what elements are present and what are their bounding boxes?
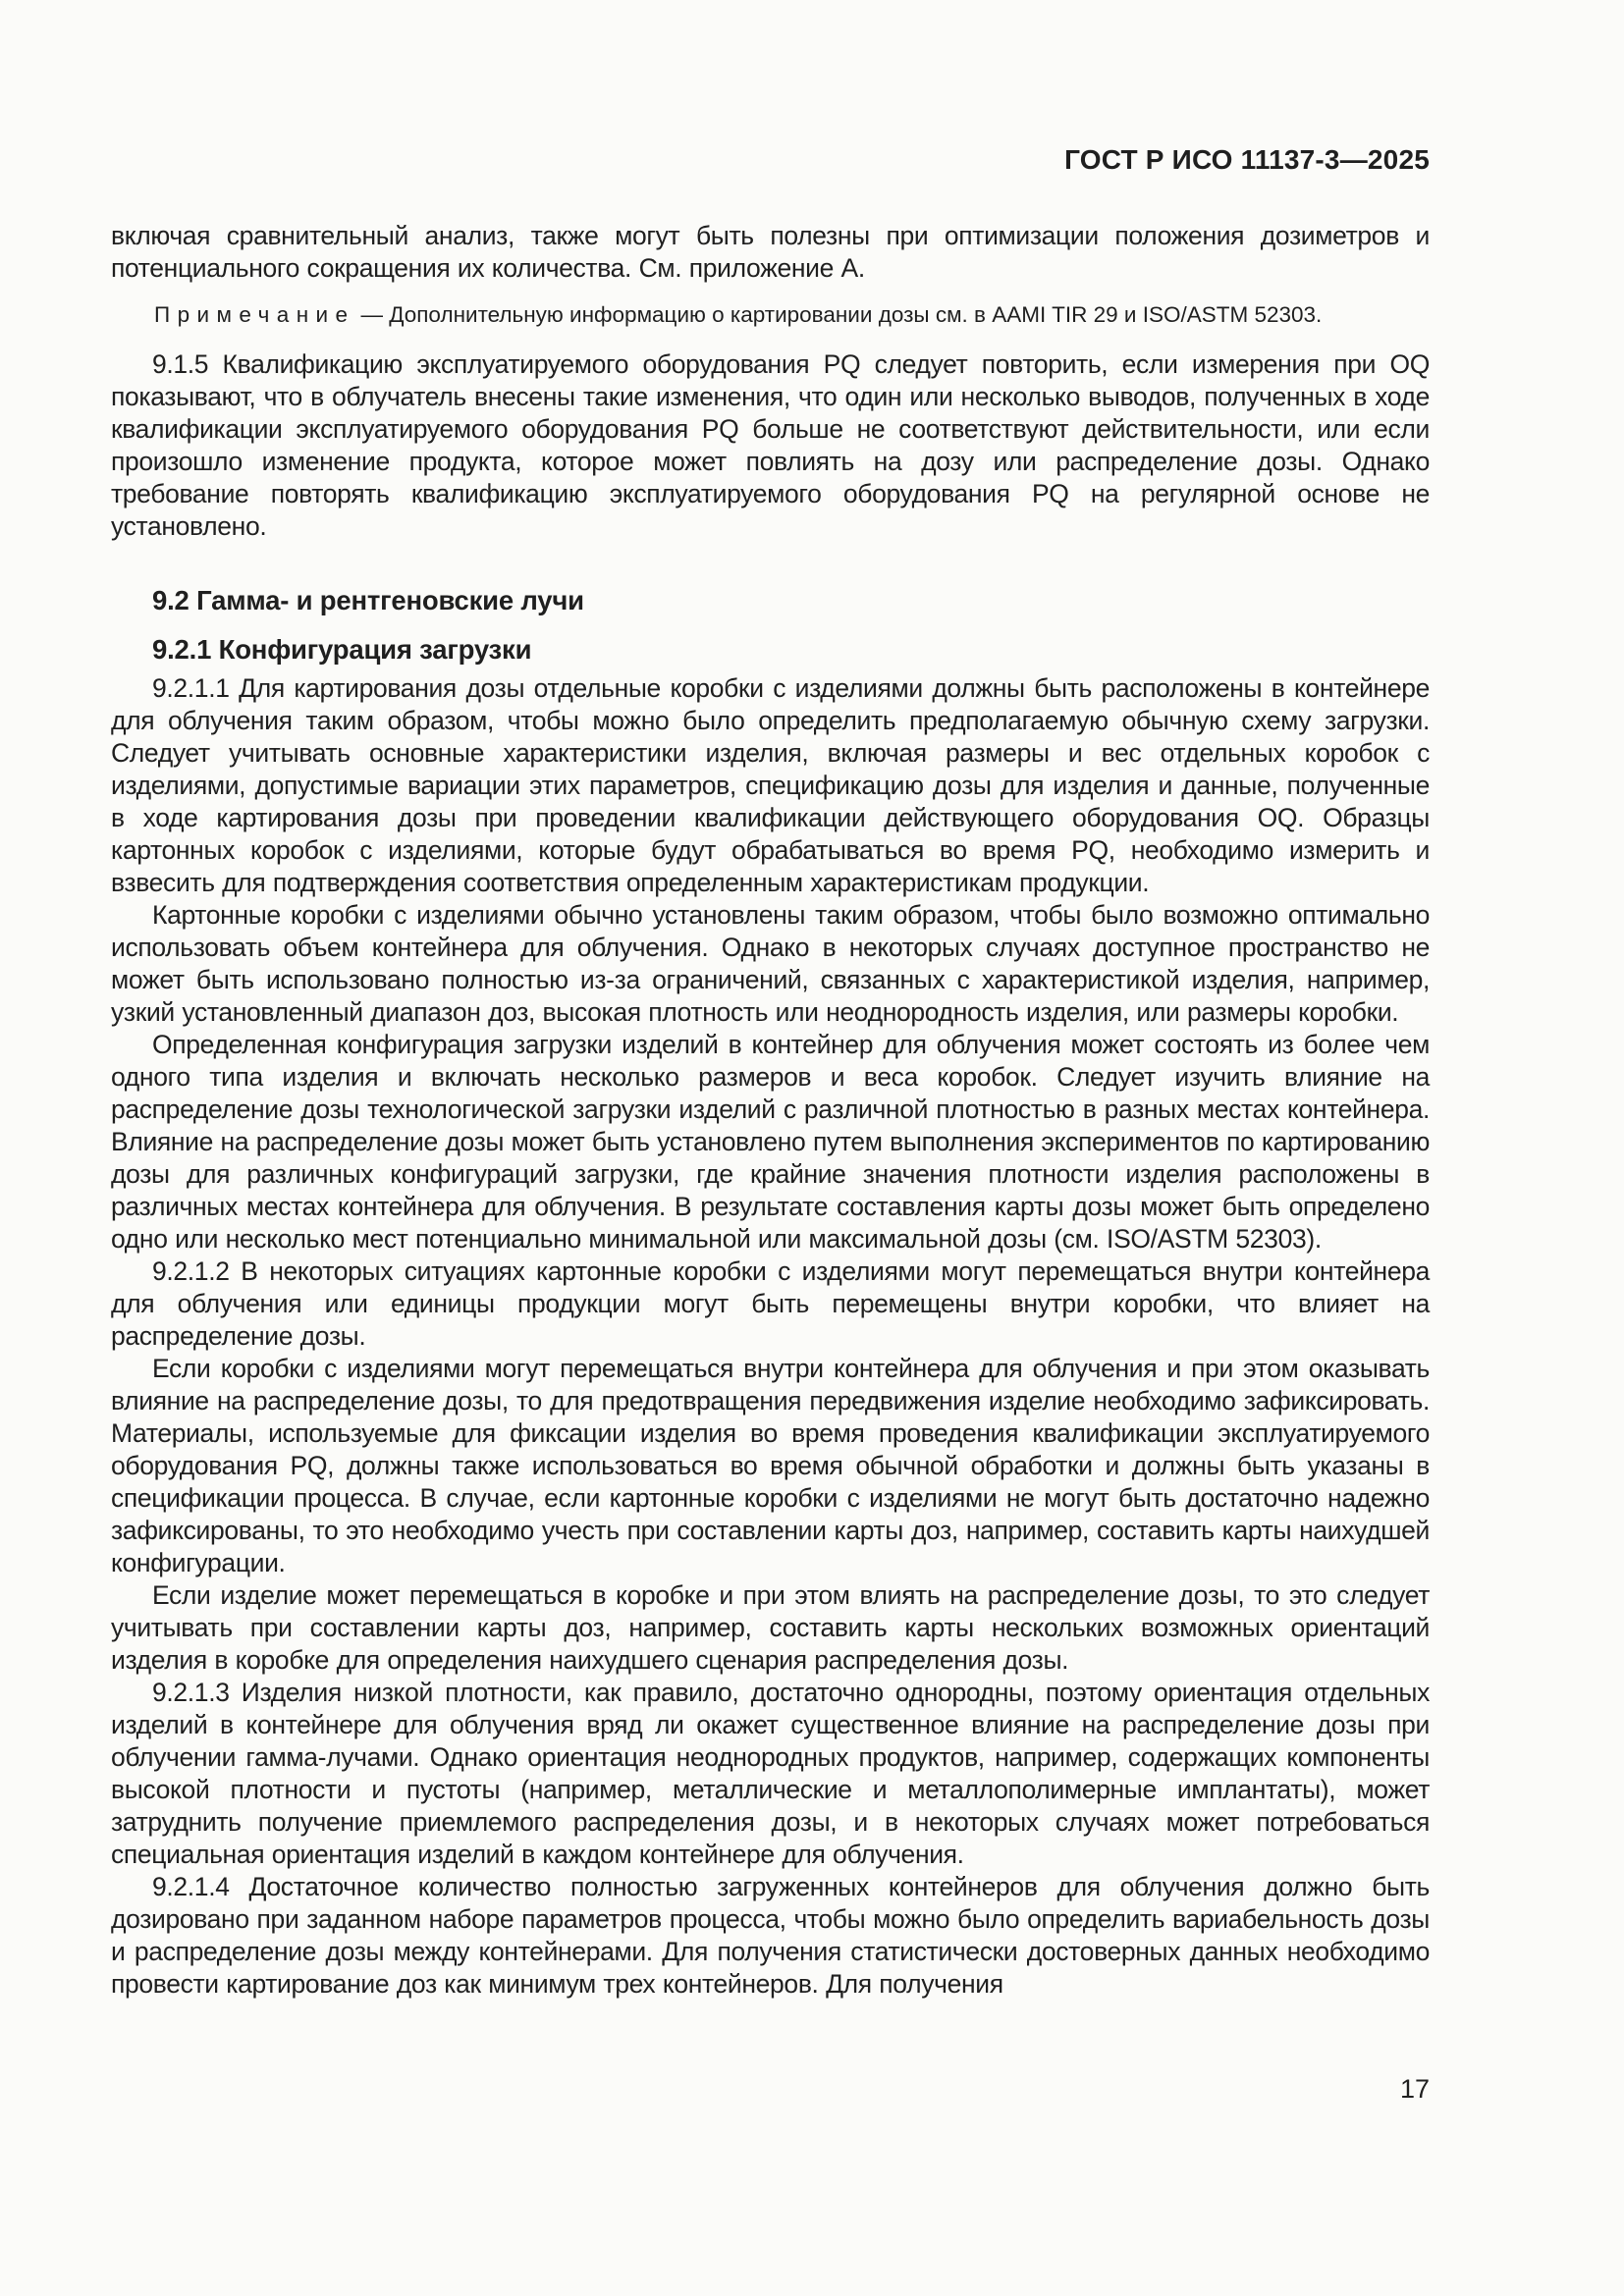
paragraph-9-2-1-4: 9.2.1.4 Достаточное количество полностью загруженных контейнеров для облучения должно быть дозировано при заданном наборе параметров процесса, чтобы можно было определить вариабельность дозы и распределение дозы между контейнерами. Для получения статистически достоверных данных необходимо провести картирование доз как минимум трех контейнеров. Для получения — [111, 1872, 1430, 1999]
paragraph-9-2-1-1: 9.2.1.1 Для картирования дозы отдельные коробки с изделиями должны быть расположены в контейнере для облучения таким образом, чтобы можно было определить предполагаемую обычную схему загрузки. Следует учитывать основные характеристики изделия, включая размеры и вес отдельных коробок с изделиями, допустимые вариации этих параметров, спецификацию дозы для изделия и данные, полученные в ходе картирования дозы при проведении квалификации действующего оборудования OQ. Образцы картонных коробок с изделиями, которые будут обрабатываться во время PQ, необходимо измерить и взвесить для подтверждения соответствия определенным характеристикам продукции. — [111, 673, 1430, 897]
paragraph-9-1-5: 9.1.5 Квалификацию эксплуатируемого оборудования PQ следует повторить, если измерения при OQ показывают, что в облучатель внесены такие изменения, что один или несколько выводов, полученных в ходе квалификации эксплуатируемого оборудования PQ больше не соответствуют действительности, или если произошло изменение продукта, которое может повлиять на дозу или распределение дозы. Однако требование повторять квалификацию эксплуатируемого оборудования PQ на регулярной основе не установлено. — [111, 349, 1430, 541]
heading-9-2-1: 9.2.1 Конфигурация загрузки — [152, 634, 532, 665]
paragraph-9-2-1-2: 9.2.1.2 В некоторых ситуациях картонные коробки с изделиями могут перемещаться внутри контейнера для облучения или единицы продукции могут быть перемещены внутри коробки, что влияет на распределение дозы. — [111, 1256, 1430, 1351]
note-text: — Дополнительную информацию о картировании дозы см. в AAMI TIR 29 и ISO/ASTM 52303. — [360, 302, 1323, 327]
paragraph-load-configuration: Определенная конфигурация загрузки изделий в контейнер для облучения может состоять из более чем одного типа изделия и включать несколько размеров и веса коробок. Следует изучить влияние на распределение дозы технологической загрузки изделий с различной плотностью в разных местах контейнера. Влияние на распределение дозы может быть установлено путем выполнения экспериментов по картированию дозы для различных конфигураций загрузки, где крайние значения плотности изделия расположены в различных местах контейнера для облучения. В результате составления карты дозы может быть определено одно или несколько мест потенциально минимальной или максимальной дозы (см. ISO/ASTM 52303). — [111, 1030, 1430, 1254]
page-number: 17 — [1399, 2074, 1430, 2104]
standard-designation-header: ГОСТ Р ИСО 11137-3—2025 — [1064, 144, 1430, 175]
note-label: Примечание — [154, 302, 355, 327]
paragraph-intro-continuation: включая сравнительный анализ, также могут быть полезны при оптимизации положения дозиметров и потенциального сокращения их количества. См. приложение А. — [111, 221, 1430, 283]
page-content — [111, 0, 1430, 2001]
heading-9-2: 9.2 Гамма- и рентгеновские лучи — [152, 585, 584, 615]
paragraph-carton-boxes: Картонные коробки с изделиями обычно установлены таким образом, чтобы было возможно оптимально использовать объем контейнера для облучения. Однако в некоторых случаях доступное пространство не может быть использовано полностью из-за ограничений, связанных с характеристикой изделия, например, узкий установленный диапазон доз, высокая плотность или неоднородность изделия, или размеры коробки. — [111, 900, 1430, 1027]
note-paragraph — [111, 301, 1430, 329]
paragraph-9-2-1-3: 9.2.1.3 Изделия низкой плотности, как правило, достаточно однородны, поэтому ориентация отдельных изделий в контейнере для облучения вряд ли окажет существенное влияние на распределение дозы при облучении гамма-лучами. Однако ориентация неоднородных продуктов, например, содержащих компоненты высокой плотности и пустоты (например, металлические и металлополимерные имплантаты), может затруднить получение приемлемого распределения дозы, и в некоторых случаях может потребоваться специальная ориентация изделий в каждом контейнере для облучения. — [111, 1678, 1430, 1869]
paragraph-product-fixation: Если коробки с изделиями могут перемещаться внутри контейнера для облучения и при этом оказывать влияние на распределение дозы, то для предотвращения передвижения изделие необходимо зафиксировать. Материалы, используемые для фиксации изделия во время проведения квалификации эксплуатируемого оборудования PQ, должны также использоваться во время обычной обработки и должны быть указаны в спецификации процесса. В случае, если картонные коробки с изделиями не могут быть достаточно надежно зафиксированы, то это необходимо учесть при составлении карты доз, например, составить карты наихудшей конфигурации. — [111, 1354, 1430, 1577]
paragraph-product-orientation: Если изделие может перемещаться в коробке и при этом влиять на распределение дозы, то это следует учитывать при составлении карты доз, например, составить карты нескольких возможных ориентаций изделия в коробке для определения наихудшего сценария распределения дозы. — [111, 1580, 1430, 1675]
